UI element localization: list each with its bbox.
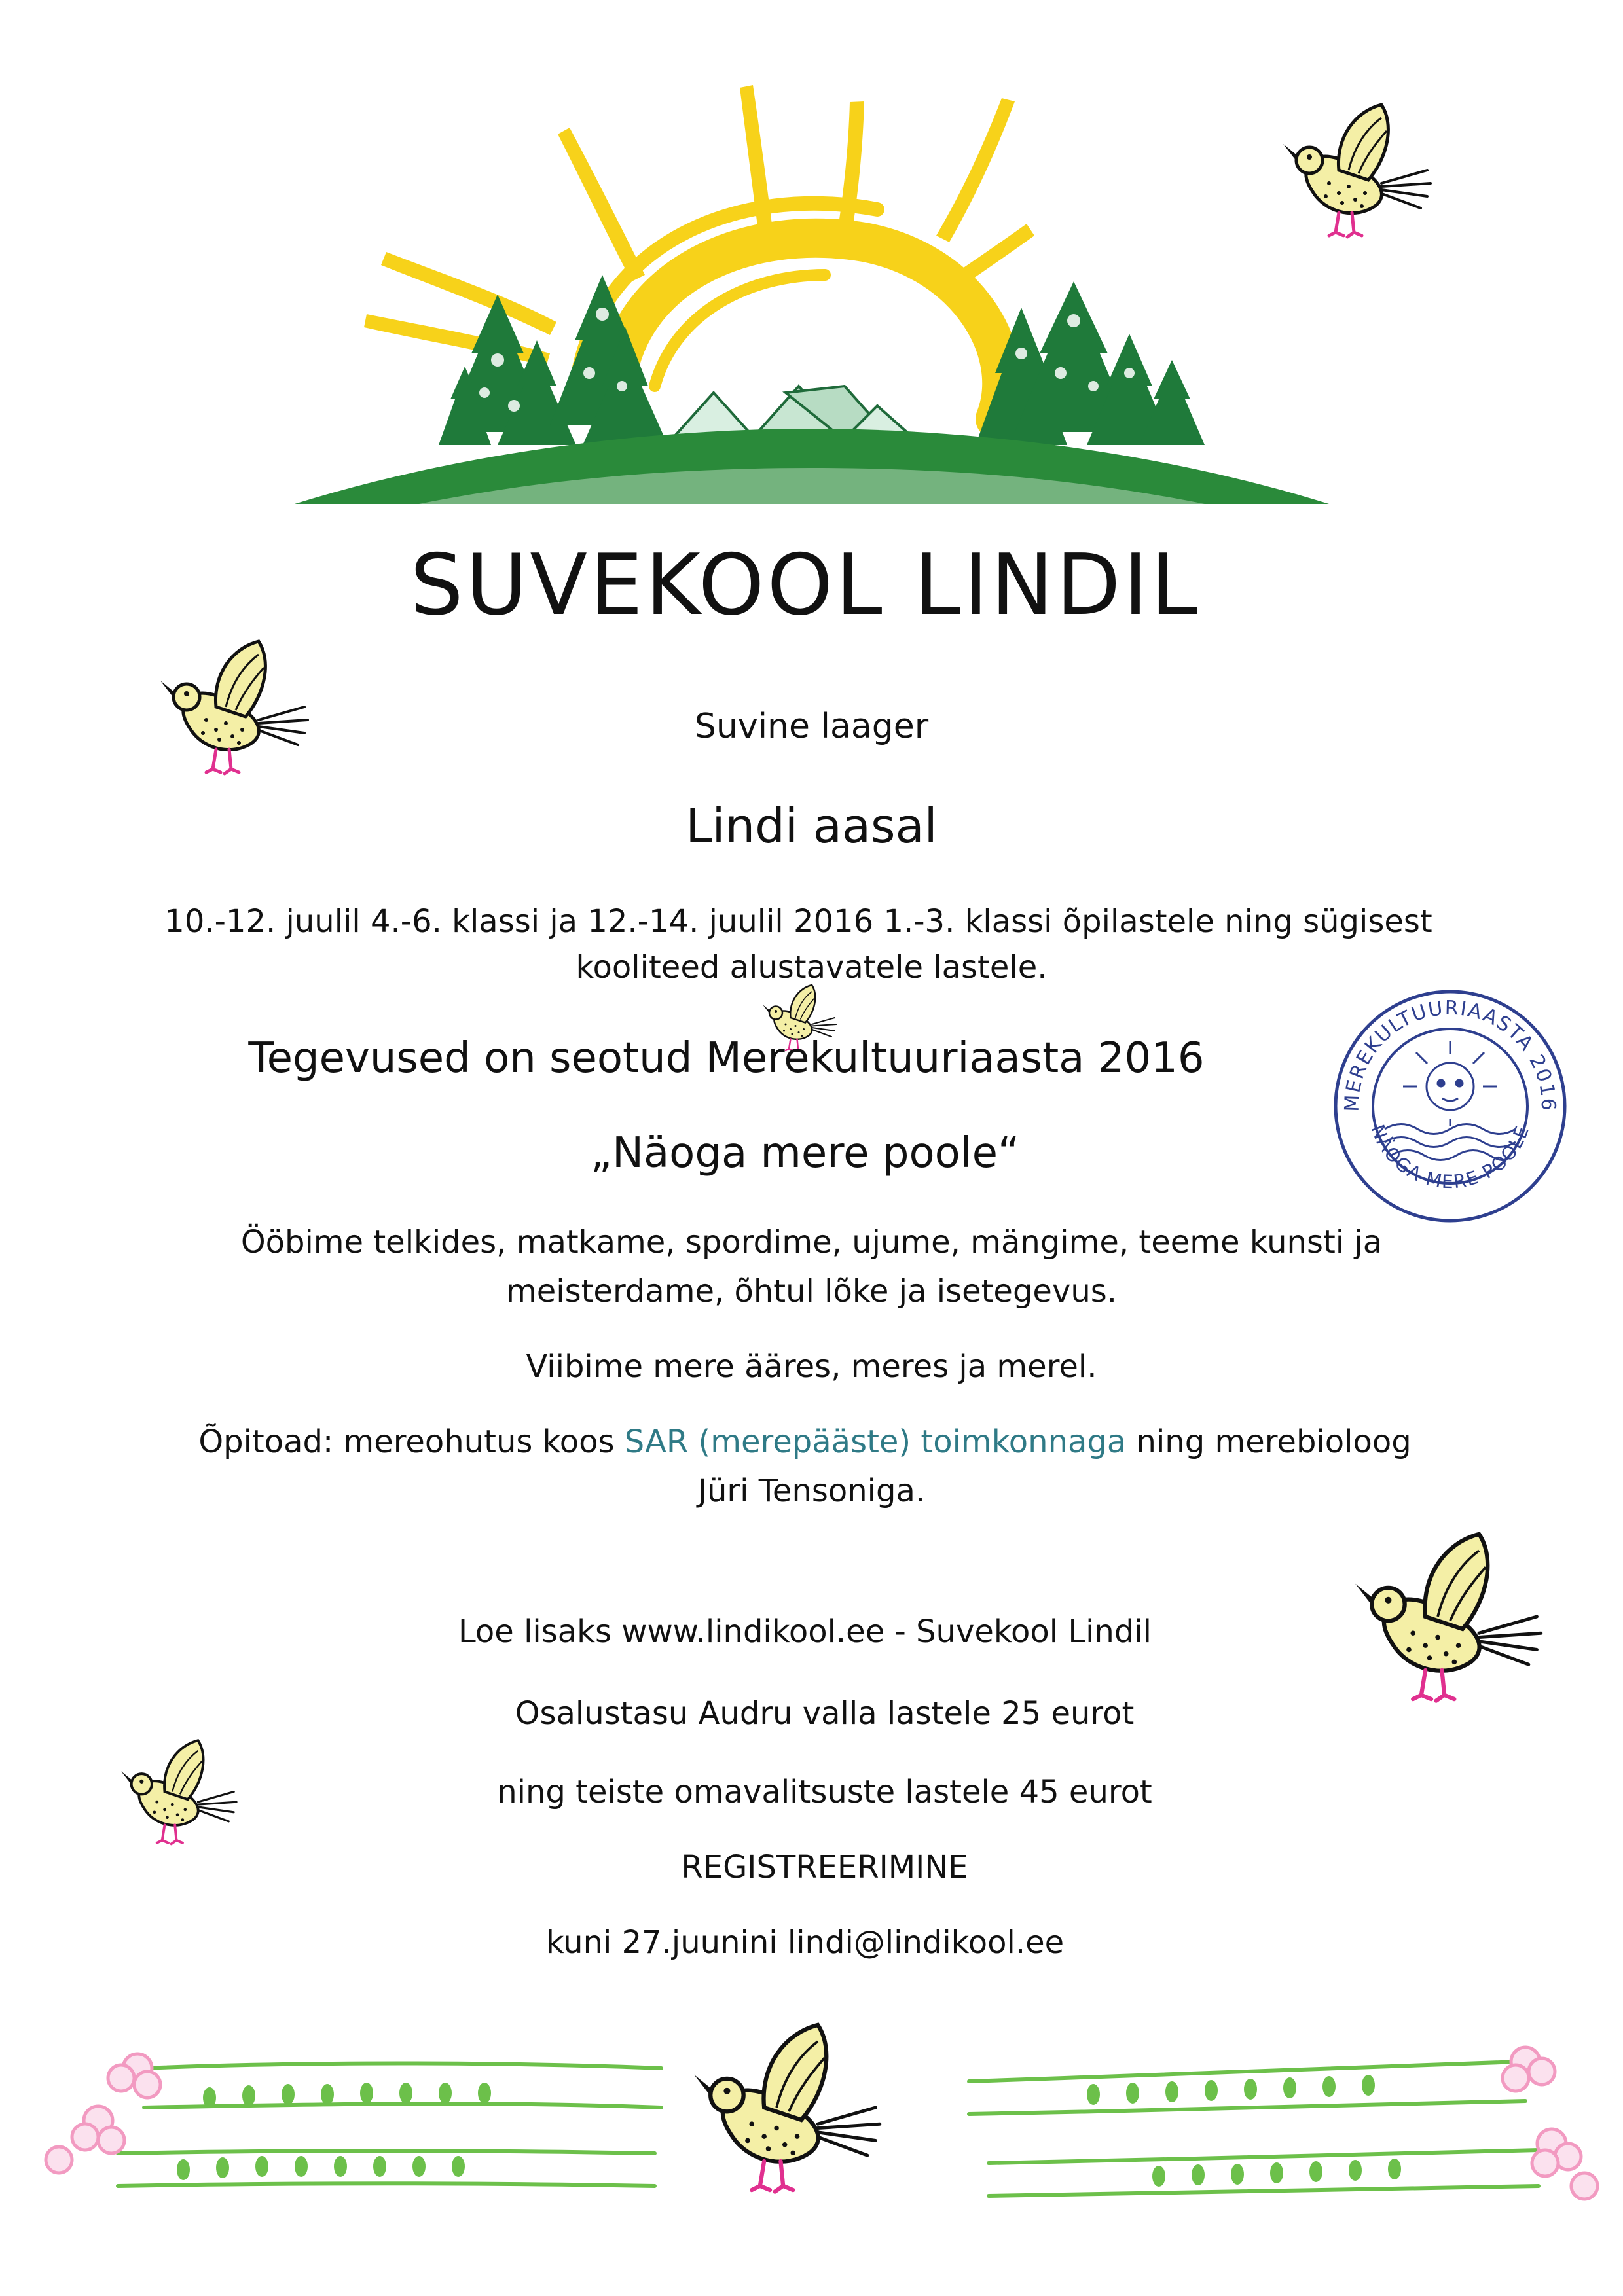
registration-heading: REGISTREERIMINE [681, 1849, 968, 1886]
bird-illustration [694, 2016, 884, 2199]
activities-line-1: Ööbime telkides, matkame, spordime, ujume, mängime, teeme kunsti ja [240, 1224, 1383, 1261]
registration-deadline[interactable]: kuni 27.juunini lindi@lindikool.ee [545, 1924, 1065, 1961]
location-heading: Lindi aasal [685, 798, 938, 853]
bird-illustration [1283, 98, 1434, 242]
svg-text:NÄOGA MERE POOLE: NÄOGA MERE POOLE [1366, 1122, 1534, 1193]
merekultuuriaasta-badge [1332, 988, 1568, 1224]
svg-text:MEREKULTUURIAASTA 2016: MEREKULTUURIAASTA 2016 [1340, 996, 1560, 1113]
workshops-suffix: ning merebioloog [1126, 1424, 1412, 1460]
vine-decoration-left [39, 2022, 694, 2219]
workshops-line-2: Jüri Tensoniga. [697, 1473, 926, 1509]
workshops-prefix: Õpitoad: mereohutus koos [198, 1424, 625, 1460]
fee-line-1: Osalustasu Audru valla lastele 25 eurot [515, 1695, 1135, 1732]
workshops-line-1 [0, 1424, 1616, 1460]
read-more-link[interactable]: Loe lisaks www.lindikool.ee - Suvekool Lindil [458, 1613, 1152, 1650]
vine-decoration-right [962, 2022, 1617, 2219]
page-title: SUVEKOOL LINDIL [410, 537, 1200, 634]
theme-quote: „Näoga mere poole“ [590, 1129, 1020, 1177]
summer-camp-logo [288, 79, 1336, 511]
theme-heading: Tegevused on seotud Merekultuuriaasta 2016 [248, 1034, 1205, 1083]
sar-text: SAR (merepääste) toimkonnaga [624, 1424, 1127, 1460]
activities-line-2: meisterdame, õhtul lõke ja isetegevus. [505, 1273, 1118, 1310]
dates-line-2: kooliteed alustavatele lastele. [575, 949, 1048, 986]
dates-line-1: 10.-12. juulil 4.-6. klassi ja 12.-14. juulil 2016 1.-3. klassi õpilastele ning sügisest [164, 903, 1432, 940]
fee-line-2: ning teiste omavalitsuste lastele 45 eurot [497, 1774, 1152, 1810]
sea-activities: Viibime mere ääres, meres ja merel. [526, 1348, 1097, 1385]
subtitle: Suvine laager [694, 707, 929, 746]
